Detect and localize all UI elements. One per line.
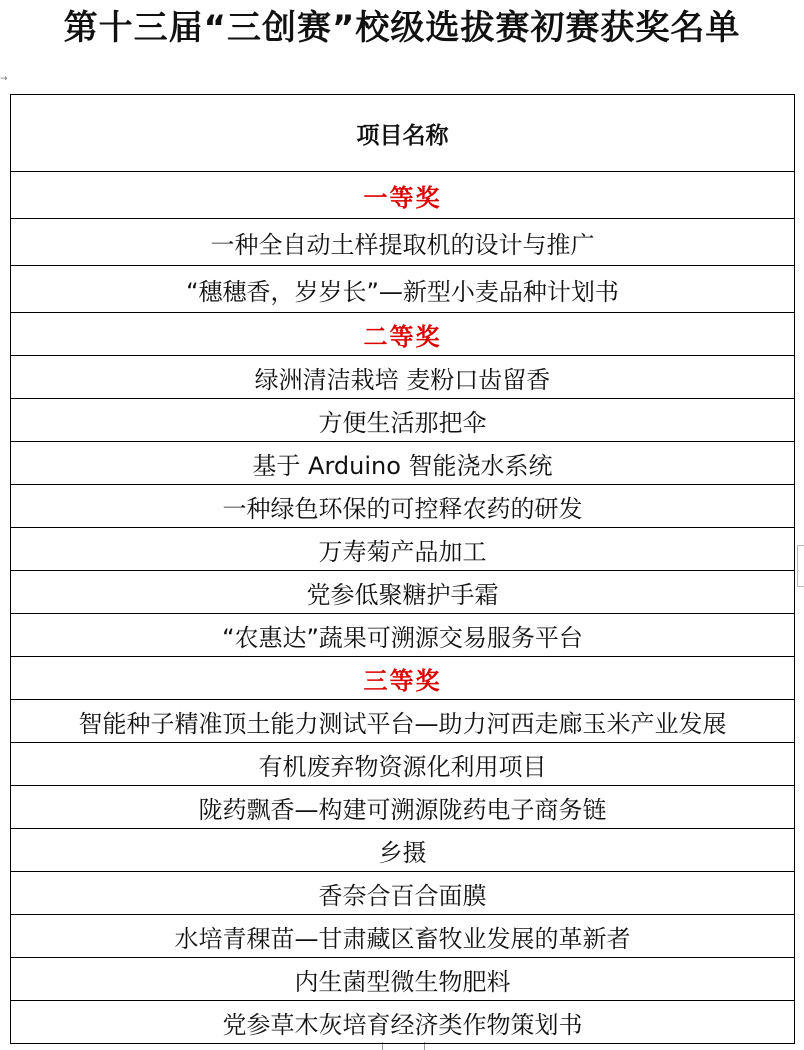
table-row	[11, 958, 795, 1001]
tier-row-second-prize	[11, 313, 795, 356]
table-row	[11, 266, 795, 313]
award-table	[10, 94, 795, 1044]
table-row	[11, 700, 795, 743]
table-anchor-icon: →	[0, 74, 8, 84]
project-name: 香奈合百合面膜	[11, 872, 795, 915]
table-header: 项目名称	[11, 95, 795, 172]
table-header-row	[11, 95, 795, 172]
tier-row-first-prize	[11, 172, 795, 219]
table-row	[11, 1001, 795, 1044]
table-row	[11, 915, 795, 958]
project-name: 乡摄	[11, 829, 795, 872]
table-row	[11, 399, 795, 442]
project-name: 万寿菊产品加工	[11, 528, 795, 571]
table-row	[11, 743, 795, 786]
project-name: 内生菌型微生物肥料	[11, 958, 795, 1001]
tier-label: 一等奖	[11, 172, 795, 219]
tier-label: 三等奖	[11, 657, 795, 700]
table-row	[11, 829, 795, 872]
project-name: 绿洲清洁栽培 麦粉口齿留香	[11, 356, 795, 399]
table-row	[11, 872, 795, 915]
tier-row-third-prize	[11, 657, 795, 700]
project-name: 水培青稞苗—甘肃藏区畜牧业发展的革新者	[11, 915, 795, 958]
table-row	[11, 356, 795, 399]
table-row	[11, 485, 795, 528]
project-name: 党参草木灰培育经济类作物策划书	[11, 1001, 795, 1044]
project-name: 一种绿色环保的可控释农药的研发	[11, 485, 795, 528]
scroll-marker	[797, 545, 804, 587]
table-row	[11, 614, 795, 657]
project-name: 陇药飘香—构建可溯源陇药电子商务链	[11, 786, 795, 829]
project-name: 基于 Arduino 智能浇水系统	[11, 442, 795, 485]
project-name: 党参低聚糖护手霜	[11, 571, 795, 614]
page-title: 第十三届“三创赛”校级选拔赛初赛获奖名单	[63, 8, 741, 48]
project-name: “农惠达”蔬果可溯源交易服务平台	[11, 614, 795, 657]
project-name: 一种全自动土样提取机的设计与推广	[11, 219, 795, 266]
tier-label: 二等奖	[11, 313, 795, 356]
table-row	[11, 528, 795, 571]
table-row	[11, 571, 795, 614]
table-row	[11, 442, 795, 485]
project-name: 方便生活那把伞	[11, 399, 795, 442]
table-row	[11, 219, 795, 266]
table-row	[11, 786, 795, 829]
project-name: 有机废弃物资源化利用项目	[11, 743, 795, 786]
project-name: 智能种子精准顶土能力测试平台—助力河西走廊玉米产业发展	[11, 700, 795, 743]
project-name: “穗穗香，岁岁长”—新型小麦品种计划书	[11, 266, 795, 313]
